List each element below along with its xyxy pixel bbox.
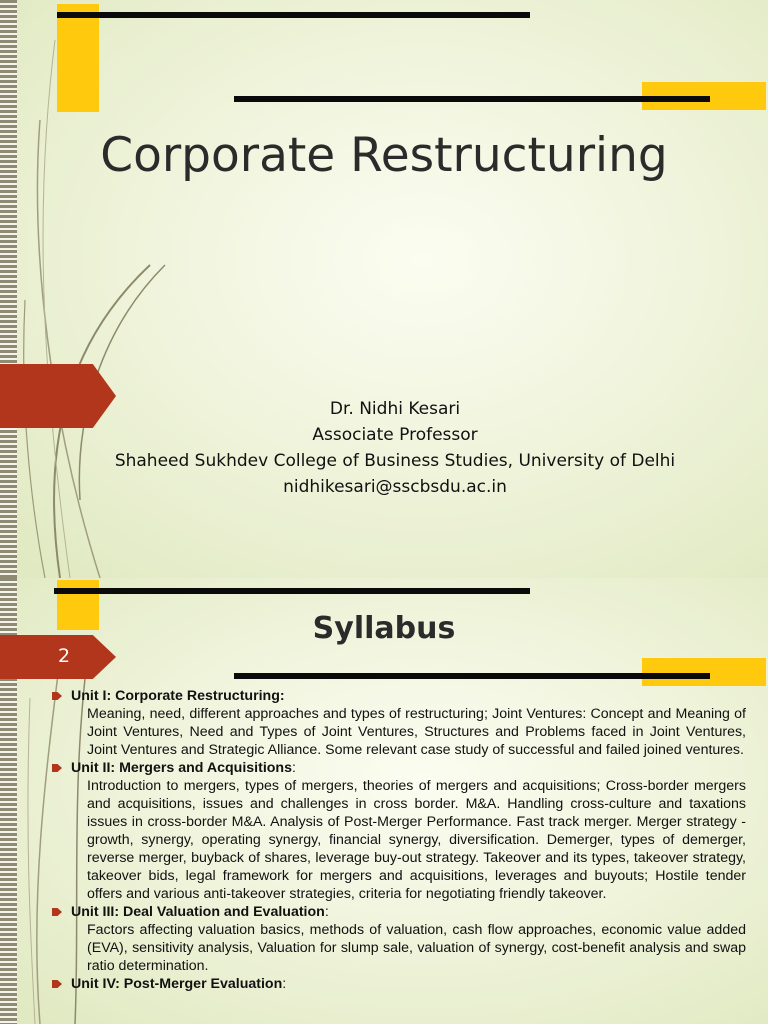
list-item — [52, 687, 746, 759]
bullet-arrow-icon — [52, 908, 62, 916]
top-bar-1 — [57, 12, 530, 18]
unit-title-suffix: : — [291, 760, 296, 776]
author-block — [0, 396, 768, 500]
bullet-arrow-icon — [52, 764, 62, 772]
yellow-accent-right — [642, 658, 766, 686]
yellow-accent-top — [57, 4, 99, 112]
slide-number: 2 — [58, 645, 71, 667]
list-item — [52, 759, 746, 903]
author-email: nidhikesari@sscbsdu.ac.in — [283, 477, 507, 497]
unit-description: Factors affecting valuation basics, methods of valuation, cash flow approaches, economic value added (EVA), sensitivity analysis, Valuation for slump sale, valuation of synergy, cost-benefit analysis and swap ratio determination. — [87, 922, 746, 974]
unit-title-suffix: : — [282, 976, 287, 992]
top-bar-2 — [234, 96, 710, 102]
author-institution: Shaheed Sukhdev College of Business Studies, University of Delhi — [114, 451, 676, 471]
unit-title-suffix: : — [324, 904, 329, 920]
list-item — [52, 975, 746, 993]
unit-title: Unit III: Deal Valuation and Evaluation — [71, 904, 325, 920]
slide-title: Corporate Restructuring — [100, 128, 668, 183]
unit-description: Meaning, need, different approaches and types of restructuring; Joint Ventures: Concept and Meaning of Joint Ventures, Need and Types of Joint Ventures, Structures and Problems faced in Joint Ventures, Joint Ventures and Strategic Alliance. Some relevant case study of successful and failed joined ventures. — [87, 706, 746, 758]
top-bar-2 — [234, 673, 710, 679]
unit-description: Introduction to mergers, types of mergers, theories of mergers and acquisitions; Cross-border mergers and acquisitions, issues and challenges in cross border. M&A. Handling cross-culture and taxations issues in cross-border M&A. Analysis of Post-Merger Performance. Fast track merger. Merger strategy - growth, synergy, operating synergy, financial synergy, diversification. Demerger, types of demerger, reverse merger, buyback of shares, leverage buy-out strategy. Takeover and its types, takeover strategy, takeover bids, legal framework for mergers and acquisitions, leverages and buyouts; Hostile tender offers and various anti-takeover strategies, criteria for negotiating friendly takeover. — [87, 778, 746, 902]
bullet-arrow-icon — [52, 692, 62, 700]
unit-title: Unit II: Mergers and Acquisitions — [71, 760, 292, 776]
syllabus-list — [52, 687, 746, 993]
author-name: Dr. Nidhi Kesari — [329, 399, 461, 419]
author-designation: Associate Professor — [312, 425, 478, 445]
bullet-arrow-icon — [52, 980, 62, 988]
slide-2 — [0, 578, 768, 1024]
unit-title: Unit I: Corporate Restructuring: — [71, 688, 285, 704]
list-item — [52, 903, 746, 975]
unit-title: Unit IV: Post-Merger Evaluation — [71, 976, 283, 992]
slide-title: Syllabus — [312, 611, 456, 646]
top-bar-1 — [54, 588, 530, 594]
